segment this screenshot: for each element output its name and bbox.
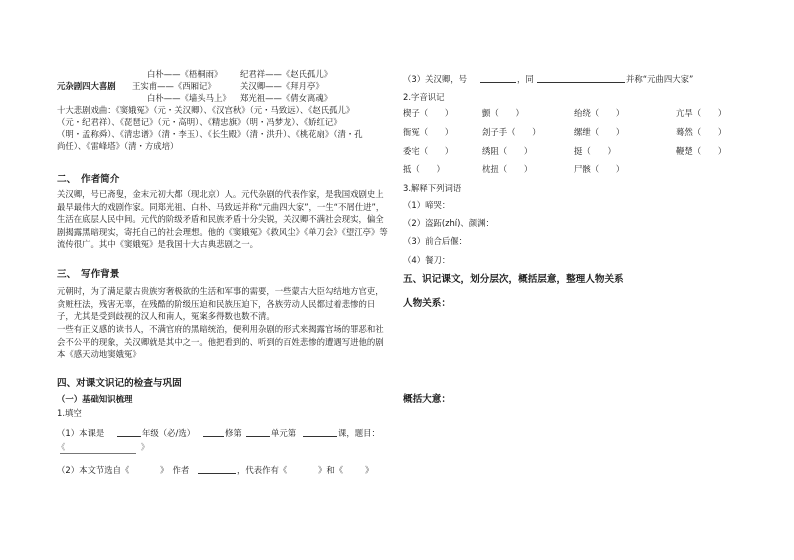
author-intro: 关汉卿，号已斋叟，金末元初大都（现北京）人。元代杂剧的代表作家，是我国戏剧史上最早最伟大的戏剧作家。同郑光祖、白朴、马致远并称“元曲四大家”，一生“不屑仕进”，生活在底层人民中间。元代的阶级矛盾和民族矛盾十分尖锐，关汉卿不满社会现实，偏全剧揭露黑暗现实，寄托自己的社会理想。他的《窦娥冤》《救风尘》《单刀会》《望江亭》等流传很广。其中《窦娥冤》是我国十大古典悲剧之一。 — [57, 189, 388, 250]
vocab-item[interactable]: （2）盗跖(zhí)、颜渊： — [403, 218, 494, 228]
drama-row2b: 关汉卿——《拜月亭》 — [240, 81, 324, 91]
drama-row1b: 纪君祥——《赵氏孤儿》 — [240, 69, 333, 79]
pinyin-heading: 2.字音识记 — [403, 92, 445, 102]
ten-tragedies-line1: 十大悲剧戏曲：《窦娥冤》（元・关汉卿）、《汉宫秋》（元・马致远）、《赵氏孤儿》 — [57, 105, 355, 115]
pinyin-item[interactable]: 衙冤（ ） — [403, 127, 454, 137]
q2-text-b: 》 作者 — [160, 465, 190, 475]
section4-sub: （一）基础知识梳理 — [57, 394, 133, 404]
drama-label: 元杂剧四大喜剧 — [57, 81, 116, 91]
q3-text-c: 并称“元曲四大家” — [626, 74, 694, 84]
ten-tragedies-line4: 尚任）、《雷峰塔》（清・方成培） — [57, 141, 179, 151]
q1-text-b: 年级（必/选） — [142, 428, 196, 438]
title-brackets[interactable]: 《 》 — [57, 442, 150, 452]
pinyin-item[interactable]: 绣阻（ ） — [482, 146, 533, 156]
section2-heading: 二、 作者简介 — [57, 174, 120, 185]
pinyin-item[interactable]: 蓦然（ ） — [676, 127, 727, 137]
pinyin-item[interactable]: 抵（ ） — [403, 164, 445, 174]
q3-text-a: （3）关汉卿，号 — [403, 74, 467, 84]
section5-heading: 五、识记课文，划分层次，概括层意，整理人物关系 — [403, 274, 624, 285]
q2-text-d: 》和《 — [318, 465, 344, 475]
drama-row3b: 郑光祖——《倩女离魂》 — [240, 93, 333, 103]
pinyin-item[interactable]: 缧绁（ ） — [574, 127, 625, 137]
hao-blank[interactable] — [480, 74, 516, 83]
q2-text-c: ，代表作有《 — [237, 465, 288, 475]
pinyin-item[interactable]: 尸骸（ ） — [574, 164, 625, 174]
q1-text-c: 修第 — [225, 428, 242, 438]
section4-heading: 四、对课文识记的检查与巩固 — [57, 378, 182, 389]
fill-heading: 1.填空 — [57, 408, 82, 418]
author-blank[interactable] — [198, 465, 236, 474]
summary-label: 概括大意： — [403, 394, 451, 405]
vocab-item[interactable]: （3）前合后偃： — [403, 236, 467, 246]
vocab-item[interactable]: （4）餐刀： — [403, 255, 451, 265]
pinyin-item[interactable]: 亢旱（ ） — [676, 108, 727, 118]
pinyin-item[interactable]: 枕扭（ ） — [482, 164, 533, 174]
pinyin-item[interactable]: 委宅（ ） — [403, 146, 454, 156]
drama-row2: 王实甫——《西厢记》 — [132, 81, 216, 91]
vocab-item[interactable]: （1）啼哭： — [403, 200, 451, 210]
background-para2: 一些有正义感的读书人，不满官府的黑暗统治，便利用杂剧的形式来揭露官场的罪恶和社会不公平的现象，关汉卿就是其中之一。他把看到的、听到的百姓悲惨的遭遇写进他的剧本《感天动地窦娥冤》 — [57, 324, 384, 360]
pinyin-item[interactable]: 挺（ ） — [574, 146, 616, 156]
pinyin-item[interactable]: 楔子（ ） — [403, 108, 454, 118]
grade-blank[interactable] — [117, 428, 141, 437]
background-para1: 元朝时，为了满足蒙古贵族穷奢极欲的生活和军事的需要，一些蒙古大臣勾结地方官吏，贪赃枉法，残害无辜，在残酷的阶级压迫和民族压迫下，各族劳动人民都过着悲惨的日子，尤其是受到歧视的汉人和南人，冤案多得数也数不清。 — [57, 286, 384, 322]
vocab-heading: 3.解释下列词语 — [403, 183, 462, 193]
title-underline — [60, 453, 136, 454]
ten-tragedies-line3: （明・孟称舜）、《清忠谱》（清・李玉）、《长生殿》（清・洪升）、《桃花扇》（清・孔 — [57, 129, 363, 139]
unit-blank[interactable] — [246, 428, 270, 437]
pinyin-item[interactable]: 颤（ ） — [482, 108, 524, 118]
q3-text-b: ，同 — [517, 74, 534, 84]
relation-label: 人物关系： — [403, 298, 451, 309]
drama-row3: 白朴——《墙头马上》 — [147, 93, 231, 103]
book-blank[interactable] — [203, 428, 224, 437]
q1-text-d: 单元第 — [271, 428, 297, 438]
q2-text-a: （2）本文节选自《 — [57, 465, 130, 475]
section3-heading: 三、 写作背景 — [57, 269, 120, 280]
q1-text-e: 课，题目： — [338, 428, 380, 438]
q2-text-e: 》 — [365, 465, 374, 475]
pinyin-item[interactable]: 绐绕（ ） — [574, 108, 625, 118]
peers-blank[interactable] — [537, 74, 625, 83]
pinyin-item[interactable]: 刽子手（ ） — [482, 127, 541, 137]
pinyin-item[interactable]: 鞭楚（ ） — [676, 146, 727, 156]
q1-text-a: （1）本课是 — [57, 428, 105, 438]
drama-row1: 白朴——《梧桐雨》 — [147, 69, 223, 79]
ten-tragedies-line2: （元・纪君祥）、《琵琶记》（元・高明）、《精忠旗》（明・冯梦龙）、《娇红记》 — [57, 117, 342, 127]
lesson-blank[interactable] — [303, 428, 337, 437]
